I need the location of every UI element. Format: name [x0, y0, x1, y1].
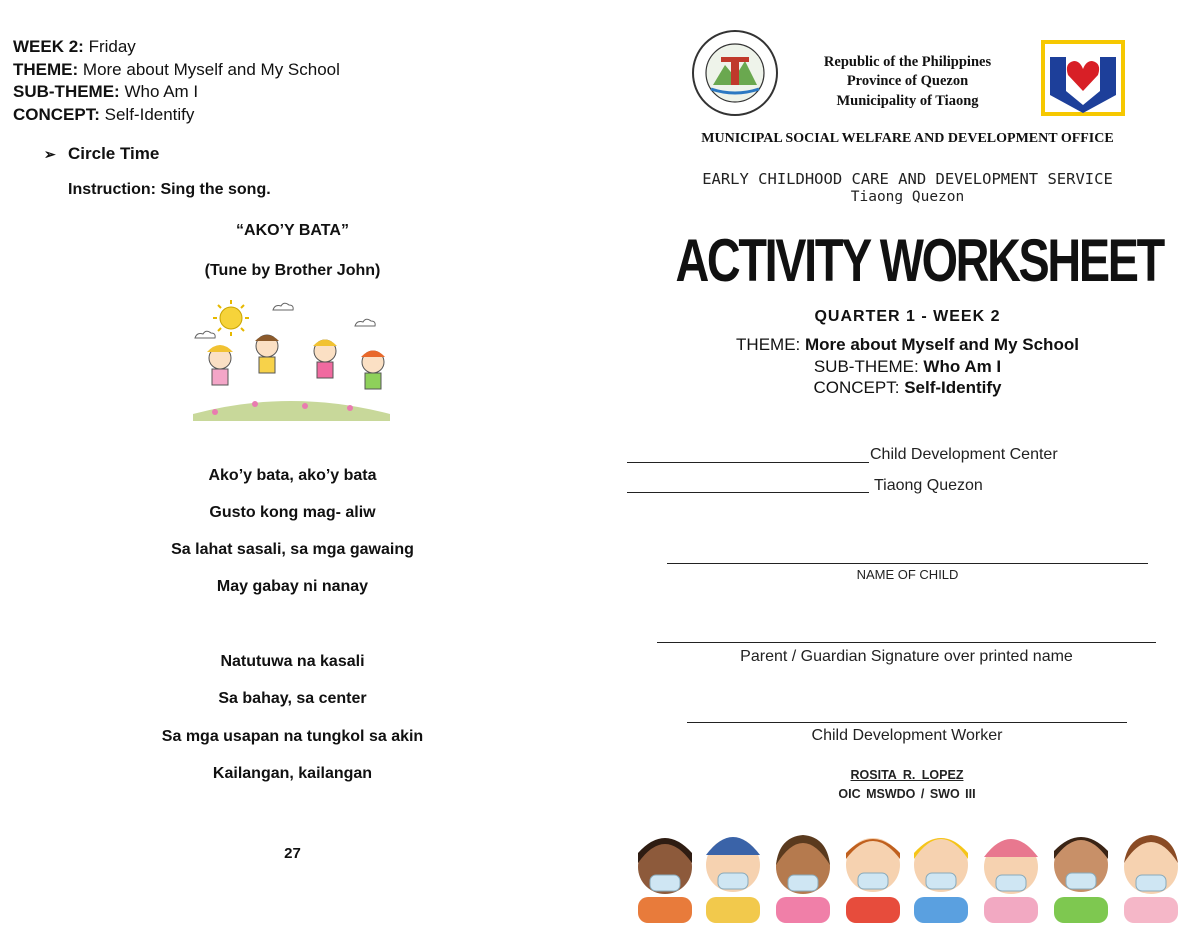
song-tune: (Tune by Brother John) — [204, 262, 381, 279]
child-1 — [638, 838, 692, 923]
child-4 — [846, 838, 900, 923]
province-text: Province of Quezon — [846, 73, 969, 89]
location-text: Tiaong Quezon — [850, 189, 965, 205]
week-line: WEEK 2: Friday — [13, 37, 136, 56]
municipality-text: Municipality of Tiaong — [836, 93, 979, 109]
worker-signature-label: Child Development Worker — [811, 727, 1003, 744]
lyric-line-8: Kailangan, kailangan — [212, 765, 373, 782]
office-text: MUNICIPAL SOCIAL WELFARE AND DEVELOPMENT OFFICE — [701, 131, 1114, 146]
child-6 — [984, 839, 1038, 923]
kids-playing-illustration — [185, 296, 395, 428]
officer-title: OIC MSWDO / SWO III — [838, 787, 976, 801]
parent-signature-field[interactable] — [657, 642, 1156, 643]
lyric-line-2: Gusto kong mag- aliw — [209, 504, 376, 521]
sun-icon — [213, 300, 249, 336]
child-2 — [706, 837, 760, 923]
lyric-line-7: Sa mga usapan na tungkol sa akin — [161, 728, 424, 745]
quarter-text: QUARTER 1 - WEEK 2 — [814, 308, 1001, 325]
lyric-line-6: Sa bahay, sa center — [218, 690, 367, 707]
child-3 — [776, 835, 830, 923]
child-figures — [207, 335, 385, 389]
page-number: 27 — [284, 845, 301, 862]
lyric-line-1: Ako’y bata, ako’y bata — [208, 467, 377, 484]
concept-line: CONCEPT: Self-Identify — [13, 105, 195, 124]
instruction: Instruction: Sing the song. — [68, 181, 271, 198]
right-subtheme: SUB-THEME: Who Am I — [813, 357, 1002, 376]
child-7 — [1054, 837, 1108, 923]
child-8 — [1124, 835, 1178, 923]
right-concept: CONCEPT: Self-Identify — [813, 378, 1002, 397]
worker-signature-field[interactable] — [687, 722, 1127, 723]
republic-text: Republic of the Philippines — [823, 54, 992, 70]
name-of-child-label: NAME OF CHILD — [856, 567, 959, 582]
name-of-child-field[interactable] — [667, 563, 1148, 564]
theme-line: THEME: More about Myself and My School — [13, 60, 340, 79]
children-masks-image — [630, 815, 1200, 923]
page-title: ACTIVITY WORKSHEET — [675, 227, 1163, 294]
subtheme-line: SUB-THEME: Who Am I — [13, 82, 199, 101]
song-title: “AKO’Y BATA” — [236, 222, 349, 239]
right-theme: THEME: More about Myself and My School — [736, 335, 1079, 354]
circle-time-heading: ➢ Circle Time — [44, 144, 160, 163]
tiaong-blank[interactable] — [627, 492, 869, 493]
cdc-label: Child Development Center — [870, 446, 1058, 463]
dswd-logo-icon — [1040, 39, 1126, 117]
arrow-bullet-icon: ➢ — [44, 146, 56, 162]
cdc-blank[interactable] — [627, 462, 869, 463]
officer-name: ROSITA R. LOPEZ — [850, 768, 964, 782]
lyric-line-5: Natutuwa na kasali — [220, 653, 365, 670]
seal-tiaong-icon — [691, 29, 779, 117]
child-5 — [914, 838, 968, 923]
lyric-line-3: Sa lahat sasali, sa mga gawaing — [171, 541, 414, 558]
lyric-line-4: May gabay ni nanay — [216, 578, 369, 595]
tiaong-label: Tiaong Quezon — [874, 477, 983, 494]
service-text: EARLY CHILDHOOD CARE AND DEVELOPMENT SERVICE — [702, 170, 1113, 188]
parent-signature-label: Parent / Guardian Signature over printed name — [740, 648, 1073, 665]
